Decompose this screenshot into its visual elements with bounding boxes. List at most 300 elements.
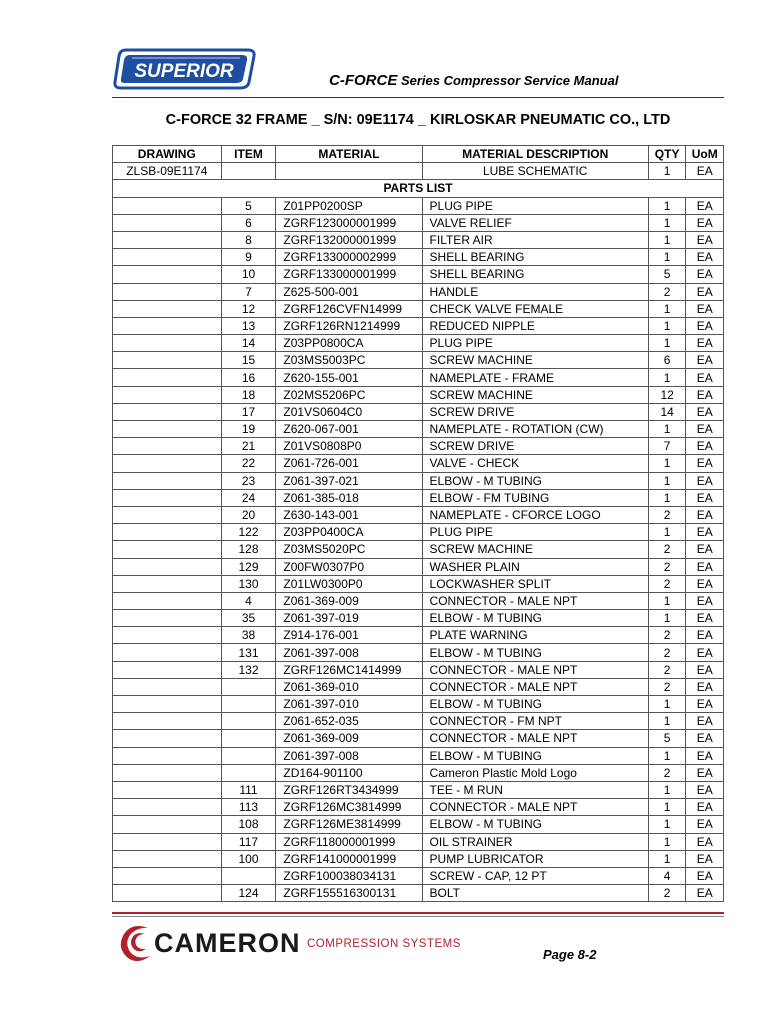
cell-item: 13 xyxy=(221,317,276,334)
table-row xyxy=(113,592,724,609)
manual-title xyxy=(329,72,618,89)
cell-description: PLUG PIPE xyxy=(422,335,648,352)
footer-divider-red xyxy=(112,912,724,914)
cell-material: Z01VS0808P0 xyxy=(276,438,422,455)
cell-description: PLUG PIPE xyxy=(422,524,648,541)
cell-description: LUBE SCHEMATIC xyxy=(422,163,648,180)
cell-qty: 2 xyxy=(648,558,686,575)
cell-item: 128 xyxy=(221,541,276,558)
table-row xyxy=(113,524,724,541)
cell-qty: 1 xyxy=(648,369,686,386)
cell-uom: EA xyxy=(686,696,724,713)
cell-drawing xyxy=(113,661,222,678)
cell-drawing xyxy=(113,214,222,231)
cell-material: ZGRF155516300131 xyxy=(276,885,422,902)
cell-item: 12 xyxy=(221,300,276,317)
table-row xyxy=(113,489,724,506)
cell-description: CONNECTOR - MALE NPT xyxy=(422,678,648,695)
cell-drawing xyxy=(113,472,222,489)
cell-qty: 1 xyxy=(648,300,686,317)
cell-drawing xyxy=(113,266,222,283)
table-row xyxy=(113,867,724,884)
cell-description: CONNECTOR - MALE NPT xyxy=(422,730,648,747)
table-row xyxy=(113,713,724,730)
cell-qty: 1 xyxy=(648,335,686,352)
cell-material: ZGRF123000001999 xyxy=(276,214,422,231)
cell-uom: EA xyxy=(686,885,724,902)
cell-uom: EA xyxy=(686,506,724,523)
cell-uom: EA xyxy=(686,421,724,438)
cell-drawing xyxy=(113,885,222,902)
table-row xyxy=(113,764,724,781)
cell-drawing xyxy=(113,644,222,661)
superior-logo xyxy=(112,44,258,92)
cell-drawing xyxy=(113,713,222,730)
cell-description: NAMEPLATE - CFORCE LOGO xyxy=(422,506,648,523)
cell-material: Z620-155-001 xyxy=(276,369,422,386)
cell-item: 111 xyxy=(221,781,276,798)
cell-uom: EA xyxy=(686,335,724,352)
cell-item: 8 xyxy=(221,231,276,248)
cell-uom: EA xyxy=(686,627,724,644)
cell-description: NAMEPLATE - ROTATION (CW) xyxy=(422,421,648,438)
cell-description: PUMP LUBRICATOR xyxy=(422,850,648,867)
cameron-logo-subtitle: COMPRESSION SYSTEMS xyxy=(307,938,461,950)
cell-uom: EA xyxy=(686,214,724,231)
cell-drawing xyxy=(113,197,222,214)
cell-qty: 2 xyxy=(648,885,686,902)
cell-uom: EA xyxy=(686,300,724,317)
cell-item: 130 xyxy=(221,575,276,592)
cameron-logo-word: CAMERON xyxy=(154,928,301,958)
table-row xyxy=(113,317,724,334)
table-row xyxy=(113,678,724,695)
cell-material: Z061-369-009 xyxy=(276,730,422,747)
cell-material: ZGRF126RT3434999 xyxy=(276,781,422,798)
cell-qty: 6 xyxy=(648,352,686,369)
cell-material: Z914-176-001 xyxy=(276,627,422,644)
cell-drawing xyxy=(113,867,222,884)
cell-material: Z01PP0200SP xyxy=(276,197,422,214)
cell-qty: 1 xyxy=(648,421,686,438)
cell-uom: EA xyxy=(686,730,724,747)
cell-material: ZGRF126MC3814999 xyxy=(276,799,422,816)
table-row xyxy=(113,506,724,523)
table-row xyxy=(113,558,724,575)
cell-material: ZGRF133000001999 xyxy=(276,266,422,283)
cell-uom: EA xyxy=(686,403,724,420)
cell-qty: 1 xyxy=(648,524,686,541)
cell-material: Z00FW0307P0 xyxy=(276,558,422,575)
cell-drawing xyxy=(113,386,222,403)
table-row xyxy=(113,541,724,558)
cell-qty: 2 xyxy=(648,764,686,781)
cell-drawing xyxy=(113,455,222,472)
table-row xyxy=(113,455,724,472)
table-row xyxy=(113,300,724,317)
cell-qty: 2 xyxy=(648,678,686,695)
cell-material: Z03PP0400CA xyxy=(276,524,422,541)
cell-description: SCREW MACHINE xyxy=(422,352,648,369)
cell-material: Z03PP0800CA xyxy=(276,335,422,352)
cell-uom: EA xyxy=(686,455,724,472)
cell-item: 100 xyxy=(221,850,276,867)
cell-item: 35 xyxy=(221,610,276,627)
cell-qty: 1 xyxy=(648,713,686,730)
cell-material: Z061-397-019 xyxy=(276,610,422,627)
cell-description: ELBOW - M TUBING xyxy=(422,747,648,764)
cell-item: 24 xyxy=(221,489,276,506)
table-row xyxy=(113,249,724,266)
cell-description: ELBOW - M TUBING xyxy=(422,816,648,833)
cell-drawing xyxy=(113,781,222,798)
cell-material: ZGRF118000001999 xyxy=(276,833,422,850)
cell-qty: 1 xyxy=(648,850,686,867)
section-label: PARTS LIST xyxy=(113,180,724,197)
cell-material: Z01VS0604C0 xyxy=(276,403,422,420)
cell-material: Z03MS5003PC xyxy=(276,352,422,369)
cell-drawing xyxy=(113,833,222,850)
cell-qty: 5 xyxy=(648,730,686,747)
cell-qty: 1 xyxy=(648,489,686,506)
cell-material: Z630-143-001 xyxy=(276,506,422,523)
cell-item: 124 xyxy=(221,885,276,902)
cell-item: 20 xyxy=(221,506,276,523)
cell-item: 15 xyxy=(221,352,276,369)
cell-material: ZGRF133000002999 xyxy=(276,249,422,266)
cell-uom: EA xyxy=(686,317,724,334)
cell-item: 9 xyxy=(221,249,276,266)
cell-qty: 2 xyxy=(648,541,686,558)
cell-uom: EA xyxy=(686,352,724,369)
column-header-item: ITEM xyxy=(221,146,276,163)
cell-uom: EA xyxy=(686,747,724,764)
cell-drawing xyxy=(113,317,222,334)
cell-drawing xyxy=(113,249,222,266)
cell-item: 19 xyxy=(221,421,276,438)
cell-material xyxy=(276,163,422,180)
cell-drawing: ZLSB-09E1174 xyxy=(113,163,222,180)
cell-description: LOCKWASHER SPLIT xyxy=(422,575,648,592)
cell-qty: 5 xyxy=(648,266,686,283)
cell-description: HANDLE xyxy=(422,283,648,300)
cell-uom: EA xyxy=(686,850,724,867)
cell-qty: 1 xyxy=(648,317,686,334)
table-row xyxy=(113,283,724,300)
cell-qty: 1 xyxy=(648,163,686,180)
cell-qty: 1 xyxy=(648,610,686,627)
cell-material: ZGRF126ME3814999 xyxy=(276,816,422,833)
cell-material: Z061-397-021 xyxy=(276,472,422,489)
cell-drawing xyxy=(113,300,222,317)
cell-description: VALVE RELIEF xyxy=(422,214,648,231)
cell-qty: 1 xyxy=(648,249,686,266)
table-row xyxy=(113,816,724,833)
cell-material: Z01LW0300P0 xyxy=(276,575,422,592)
cell-drawing xyxy=(113,524,222,541)
table-row xyxy=(113,214,724,231)
table-row xyxy=(113,730,724,747)
cell-material: ZGRF141000001999 xyxy=(276,850,422,867)
cell-item: 7 xyxy=(221,283,276,300)
cameron-swoosh-icon xyxy=(118,920,154,964)
cell-drawing xyxy=(113,696,222,713)
cell-uom: EA xyxy=(686,489,724,506)
cell-drawing xyxy=(113,764,222,781)
cell-qty: 2 xyxy=(648,506,686,523)
cell-qty: 1 xyxy=(648,696,686,713)
cell-description: CHECK VALVE FEMALE xyxy=(422,300,648,317)
column-header-material: MATERIAL xyxy=(276,146,422,163)
cell-description: NAMEPLATE - FRAME xyxy=(422,369,648,386)
cell-description: CONNECTOR - MALE NPT xyxy=(422,661,648,678)
cell-drawing xyxy=(113,730,222,747)
cell-drawing xyxy=(113,610,222,627)
table-row xyxy=(113,661,724,678)
series-name: C-FORCE xyxy=(329,72,398,89)
cell-item xyxy=(221,747,276,764)
cell-material: Z061-726-001 xyxy=(276,455,422,472)
cell-uom: EA xyxy=(686,541,724,558)
table-row xyxy=(113,747,724,764)
table-row xyxy=(113,575,724,592)
table-row xyxy=(113,885,724,902)
cell-material: Z061-652-035 xyxy=(276,713,422,730)
cell-material: ZGRF100038034131 xyxy=(276,867,422,884)
table-row xyxy=(113,197,724,214)
cell-uom: EA xyxy=(686,575,724,592)
cell-uom: EA xyxy=(686,524,724,541)
table-row xyxy=(113,266,724,283)
cell-item xyxy=(221,696,276,713)
cell-uom: EA xyxy=(686,781,724,798)
cell-material: Z061-397-010 xyxy=(276,696,422,713)
header-divider xyxy=(112,97,724,98)
cell-drawing xyxy=(113,627,222,644)
cell-description: SHELL BEARING xyxy=(422,249,648,266)
cell-drawing xyxy=(113,369,222,386)
cell-drawing xyxy=(113,489,222,506)
table-row xyxy=(113,627,724,644)
cell-qty: 2 xyxy=(648,661,686,678)
cell-description: CONNECTOR - MALE NPT xyxy=(422,592,648,609)
cell-qty: 2 xyxy=(648,644,686,661)
cell-item xyxy=(221,713,276,730)
table-row xyxy=(113,610,724,627)
cell-item: 108 xyxy=(221,816,276,833)
cell-drawing xyxy=(113,421,222,438)
column-header-uom: UoM xyxy=(686,146,724,163)
cell-drawing xyxy=(113,799,222,816)
cell-qty: 1 xyxy=(648,816,686,833)
cell-description: ELBOW - FM TUBING xyxy=(422,489,648,506)
cell-material: Z03MS5020PC xyxy=(276,541,422,558)
cell-description: TEE - M RUN xyxy=(422,781,648,798)
cell-item: 4 xyxy=(221,592,276,609)
cell-drawing xyxy=(113,592,222,609)
cell-description: ELBOW - M TUBING xyxy=(422,696,648,713)
table-row xyxy=(113,799,724,816)
cell-uom: EA xyxy=(686,610,724,627)
cell-drawing xyxy=(113,541,222,558)
cell-description: FILTER AIR xyxy=(422,231,648,248)
cell-qty: 1 xyxy=(648,231,686,248)
cell-qty: 14 xyxy=(648,403,686,420)
cell-item: 38 xyxy=(221,627,276,644)
cell-description: ELBOW - M TUBING xyxy=(422,644,648,661)
cell-drawing xyxy=(113,283,222,300)
cell-description: PLUG PIPE xyxy=(422,197,648,214)
cell-uom: EA xyxy=(686,231,724,248)
cell-qty: 2 xyxy=(648,575,686,592)
table-row xyxy=(113,421,724,438)
cell-item: 10 xyxy=(221,266,276,283)
cell-item: 129 xyxy=(221,558,276,575)
cell-uom: EA xyxy=(686,816,724,833)
cell-description: SCREW MACHINE xyxy=(422,541,648,558)
parts-table xyxy=(112,145,724,902)
cell-material: Z620-067-001 xyxy=(276,421,422,438)
cell-qty: 4 xyxy=(648,867,686,884)
cell-qty: 2 xyxy=(648,627,686,644)
cell-description: SCREW DRIVE xyxy=(422,438,648,455)
page-number: Page 8-2 xyxy=(543,947,597,962)
table-row xyxy=(113,386,724,403)
cell-drawing xyxy=(113,438,222,455)
cell-description: Cameron Plastic Mold Logo xyxy=(422,764,648,781)
cell-qty: 1 xyxy=(648,455,686,472)
cell-material: ZD164-901100 xyxy=(276,764,422,781)
cell-uom: EA xyxy=(686,197,724,214)
cell-uom: EA xyxy=(686,438,724,455)
cell-qty: 1 xyxy=(648,799,686,816)
cell-uom: EA xyxy=(686,472,724,489)
cell-item: 131 xyxy=(221,644,276,661)
table-row xyxy=(113,850,724,867)
table-row xyxy=(113,644,724,661)
cell-description: BOLT xyxy=(422,885,648,902)
cell-item: 21 xyxy=(221,438,276,455)
cell-drawing xyxy=(113,335,222,352)
cell-material: Z061-369-010 xyxy=(276,678,422,695)
cell-material: ZGRF126RN1214999 xyxy=(276,317,422,334)
section-row-parts-list xyxy=(113,180,724,197)
column-header-description: MATERIAL DESCRIPTION xyxy=(422,146,648,163)
cell-qty: 7 xyxy=(648,438,686,455)
cell-qty: 12 xyxy=(648,386,686,403)
cell-description: ELBOW - M TUBING xyxy=(422,472,648,489)
table-row xyxy=(113,696,724,713)
manual-title-rest: Series Compressor Service Manual xyxy=(397,73,619,88)
cell-drawing xyxy=(113,506,222,523)
cell-uom: EA xyxy=(686,592,724,609)
cell-item: 132 xyxy=(221,661,276,678)
cell-item xyxy=(221,678,276,695)
cell-item: 18 xyxy=(221,386,276,403)
table-row xyxy=(113,833,724,850)
cell-uom: EA xyxy=(686,283,724,300)
cell-drawing xyxy=(113,575,222,592)
cell-description: REDUCED NIPPLE xyxy=(422,317,648,334)
cell-drawing xyxy=(113,231,222,248)
cell-uom: EA xyxy=(686,249,724,266)
footer-divider-grey xyxy=(112,916,724,917)
cell-item: 14 xyxy=(221,335,276,352)
cell-uom: EA xyxy=(686,799,724,816)
cell-uom: EA xyxy=(686,678,724,695)
cell-item xyxy=(221,867,276,884)
cell-item: 22 xyxy=(221,455,276,472)
cell-qty: 1 xyxy=(648,747,686,764)
table-row xyxy=(113,335,724,352)
cell-qty: 1 xyxy=(648,214,686,231)
cell-item xyxy=(221,730,276,747)
document-heading: C-FORCE 32 FRAME _ S/N: 09E1174 _ KIRLOSKAR PNEUMATIC CO., LTD xyxy=(165,112,671,128)
cell-item xyxy=(221,163,276,180)
cell-uom: EA xyxy=(686,266,724,283)
cell-description: CONNECTOR - MALE NPT xyxy=(422,799,648,816)
cell-material: ZGRF132000001999 xyxy=(276,231,422,248)
cell-uom: EA xyxy=(686,764,724,781)
cell-item: 5 xyxy=(221,197,276,214)
cell-item: 16 xyxy=(221,369,276,386)
table-row xyxy=(113,352,724,369)
cell-description: ELBOW - M TUBING xyxy=(422,610,648,627)
cell-drawing xyxy=(113,678,222,695)
table-row xyxy=(113,438,724,455)
cell-item: 117 xyxy=(221,833,276,850)
cell-uom: EA xyxy=(686,163,724,180)
cell-material: Z02MS5206PC xyxy=(276,386,422,403)
table-header-row xyxy=(113,146,724,163)
cell-description: PLATE WARNING xyxy=(422,627,648,644)
cell-material: Z061-369-009 xyxy=(276,592,422,609)
column-header-drawing: DRAWING xyxy=(113,146,222,163)
cell-material: Z061-397-008 xyxy=(276,644,422,661)
cell-uom: EA xyxy=(686,713,724,730)
cell-description: SCREW MACHINE xyxy=(422,386,648,403)
cell-uom: EA xyxy=(686,867,724,884)
cell-drawing xyxy=(113,403,222,420)
cell-item: 113 xyxy=(221,799,276,816)
cell-qty: 1 xyxy=(648,472,686,489)
cell-drawing xyxy=(113,352,222,369)
cell-description: SHELL BEARING xyxy=(422,266,648,283)
cell-uom: EA xyxy=(686,369,724,386)
cell-material: Z625-500-001 xyxy=(276,283,422,300)
table-row xyxy=(113,781,724,798)
cell-qty: 1 xyxy=(648,781,686,798)
cell-qty: 1 xyxy=(648,833,686,850)
cell-description: SCREW DRIVE xyxy=(422,403,648,420)
cell-material: Z061-385-018 xyxy=(276,489,422,506)
table-row xyxy=(113,472,724,489)
table-row-lube-schematic xyxy=(113,163,724,180)
cell-description: SCREW - CAP, 12 PT xyxy=(422,867,648,884)
cell-uom: EA xyxy=(686,661,724,678)
cell-item: 23 xyxy=(221,472,276,489)
cell-material: ZGRF126CVFN14999 xyxy=(276,300,422,317)
cell-description: WASHER PLAIN xyxy=(422,558,648,575)
cell-item xyxy=(221,764,276,781)
table-row xyxy=(113,369,724,386)
cell-drawing xyxy=(113,816,222,833)
cell-item: 17 xyxy=(221,403,276,420)
cell-qty: 2 xyxy=(648,283,686,300)
table-row xyxy=(113,403,724,420)
cell-drawing xyxy=(113,850,222,867)
table-row xyxy=(113,231,724,248)
